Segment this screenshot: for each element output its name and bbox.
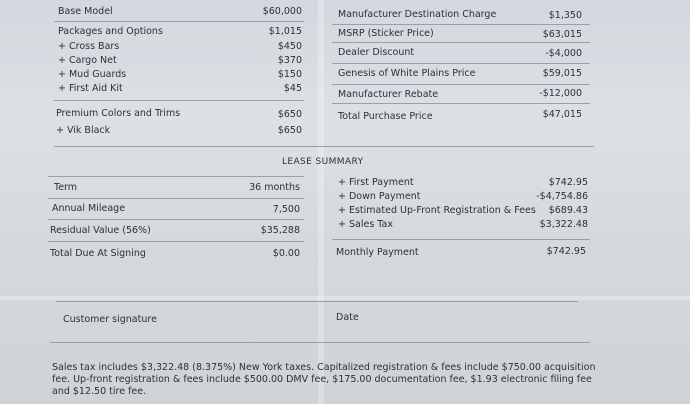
total-purchase-value: $47,015 xyxy=(542,109,582,120)
colors-value: $650 xyxy=(277,109,302,120)
base-model-label: Base Model xyxy=(58,6,113,17)
packages-label: Packages and Options xyxy=(58,26,163,37)
color-item-value: $650 xyxy=(277,125,302,136)
divider xyxy=(48,198,304,199)
packages-value: $1,015 xyxy=(268,26,302,37)
paper-fold xyxy=(0,296,690,300)
signature-line xyxy=(56,301,578,302)
divider xyxy=(48,219,304,220)
package-item: + Cargo Net xyxy=(58,55,117,66)
total-due-label: Total Due At Signing xyxy=(50,248,146,259)
dealer-price-label: Genesis of White Plains Price xyxy=(338,68,476,79)
divider xyxy=(54,146,594,147)
base-model-value: $60,000 xyxy=(262,6,302,17)
residual-value-label: Residual Value (56%) xyxy=(50,225,151,236)
rebate-value: -$12,000 xyxy=(539,88,582,99)
colors-label: Premium Colors and Trims xyxy=(56,108,181,119)
divider xyxy=(54,21,304,22)
residual-value-value: $35,288 xyxy=(260,225,300,236)
date-label: Date xyxy=(336,312,359,323)
rebate-label: Manufacturer Rebate xyxy=(338,89,439,100)
lease-summary-title: LEASE SUMMARY xyxy=(282,157,364,167)
divider xyxy=(332,239,590,240)
msrp-label: MSRP (Sticker Price) xyxy=(338,28,434,39)
package-item-value: $450 xyxy=(277,41,302,52)
destination-charge-value: $1,350 xyxy=(548,10,582,21)
tax-footnote: Sales tax includes $3,322.48 (8.375%) New York taxes. Capitalized registration & fees include $750.00 acquisition fee. Up-front registration & fees include $500.00 DMV fee, $175.00 documentation fee, $1.93 electronic filing fee and $12.50 tire fee. xyxy=(52,362,596,397)
divider xyxy=(48,241,304,242)
package-item-value: $150 xyxy=(277,69,302,80)
dealer-discount-label: Dealer Discount xyxy=(338,47,415,58)
package-item: + Mud Guards xyxy=(58,69,127,80)
lease-item: + Down Payment xyxy=(338,191,421,202)
monthly-payment-label: Monthly Payment xyxy=(336,247,419,258)
lease-item-value: $742.95 xyxy=(548,177,588,188)
msrp-value: $63,015 xyxy=(542,29,582,40)
divider xyxy=(332,84,590,85)
lease-item-value: $689.43 xyxy=(548,205,588,216)
divider xyxy=(332,103,590,104)
monthly-payment-value: $742.95 xyxy=(546,246,586,257)
lease-item: + First Payment xyxy=(338,177,414,188)
package-item: + First Aid Kit xyxy=(58,83,123,94)
color-item: + Vik Black xyxy=(56,125,111,136)
destination-charge-label: Manufacturer Destination Charge xyxy=(338,9,497,20)
divider xyxy=(332,42,590,43)
lease-item: + Sales Tax xyxy=(338,219,393,230)
term-label: Term xyxy=(54,182,78,193)
paper-fold xyxy=(318,0,324,404)
total-due-value: $0.00 xyxy=(272,248,300,259)
lease-item-value: $3,322.48 xyxy=(539,219,588,230)
package-item-value: $45 xyxy=(283,83,302,94)
annual-mileage-value: 7,500 xyxy=(272,204,300,215)
lease-item-value: -$4,754.86 xyxy=(536,191,588,202)
annual-mileage-label: Annual Mileage xyxy=(52,203,126,214)
package-item: + Cross Bars xyxy=(58,41,120,52)
divider xyxy=(54,100,304,101)
dealer-discount-value: -$4,000 xyxy=(545,48,582,59)
customer-signature-label: Customer signature xyxy=(63,314,157,325)
term-value: 36 months xyxy=(249,182,300,193)
total-purchase-label: Total Purchase Price xyxy=(338,111,433,122)
package-item-value: $370 xyxy=(277,55,302,66)
divider xyxy=(50,342,590,343)
divider xyxy=(332,63,590,64)
divider xyxy=(48,176,304,177)
dealer-price-value: $59,015 xyxy=(542,68,582,79)
lease-item: + Estimated Up-Front Registration & Fees xyxy=(338,205,536,216)
divider xyxy=(332,24,590,25)
